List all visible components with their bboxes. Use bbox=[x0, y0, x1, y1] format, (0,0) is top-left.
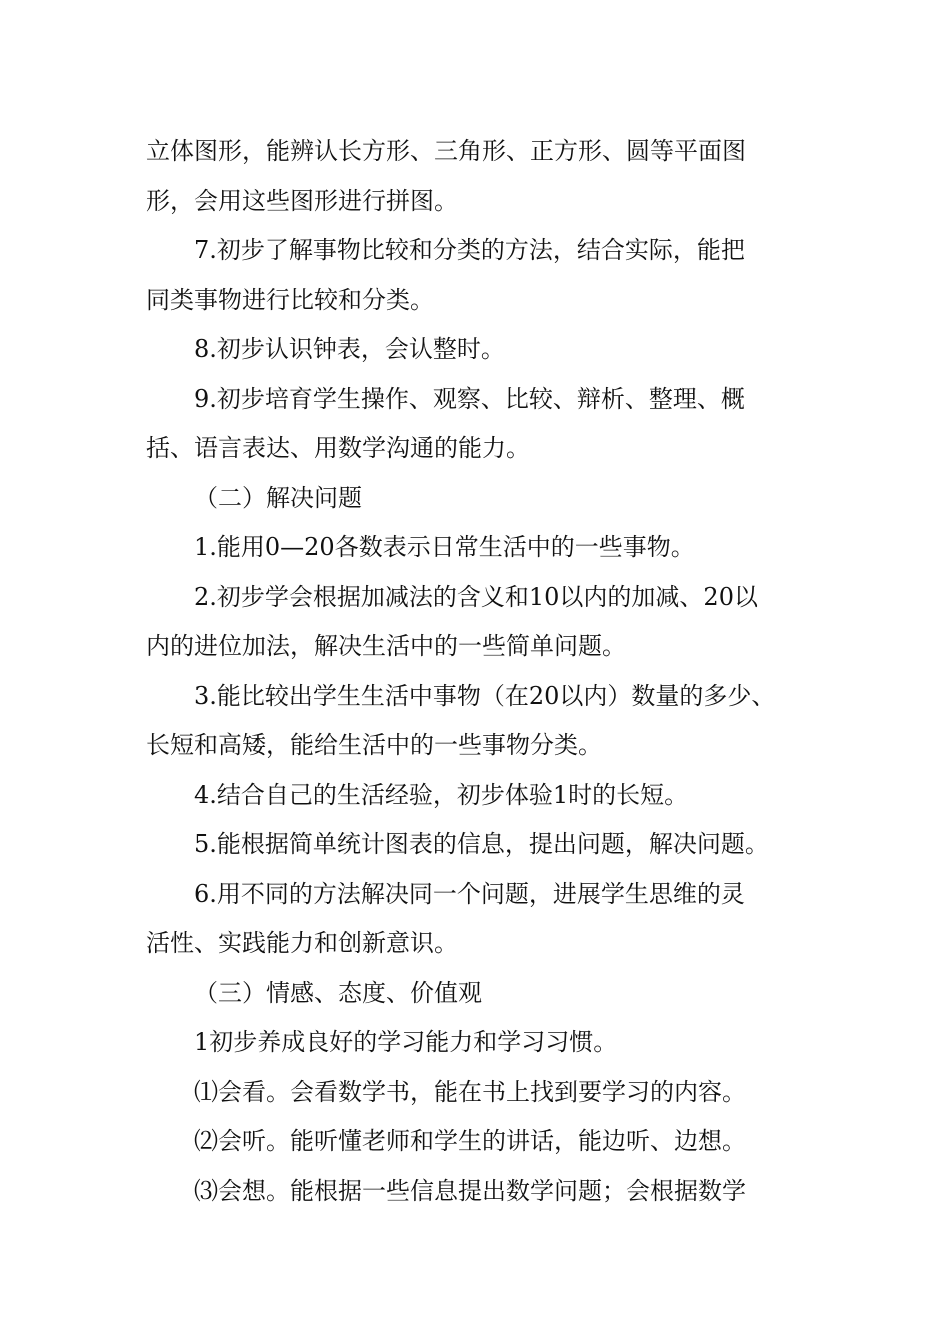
list-item: 5.能根据简单统计图表的信息，提出问题，解决问题。 bbox=[194, 830, 769, 858]
text-line: 长短和高矮，能给生活中的一些事物分类。 bbox=[146, 731, 602, 759]
list-item: 7.初步了解事物比较和分类的方法，结合实际，能把 bbox=[194, 236, 745, 264]
list-item: 4.结合自己的生活经验，初步体验1时的长短。 bbox=[194, 780, 689, 809]
list-item: 6.用不同的方法解决同一个问题，进展学生思维的灵 bbox=[194, 879, 745, 908]
text-line: 同类事物进行比较和分类。 bbox=[146, 285, 434, 314]
list-item: 1.能用0—20各数表示日常生活中的一些事物。 bbox=[194, 533, 695, 561]
list-item: 2.初步学会根据加减法的含义和10以内的加减、20以 bbox=[194, 582, 758, 611]
list-item: 1初步养成良好的学习能力和学习习惯。 bbox=[194, 1028, 618, 1056]
list-item: 9.初步培育学生操作、观察、比较、辩析、整理、概 bbox=[194, 384, 745, 413]
list-item: 3.能比较出学生生活中事物（在20以内）数量的多少、 bbox=[194, 681, 776, 710]
list-item: 8.初步认识钟表，会认整时。 bbox=[194, 335, 505, 363]
text-line: 形，会用这些图形进行拼图。 bbox=[146, 186, 458, 215]
list-item: ⑴会看。会看数学书，能在书上找到要学习的内容。 bbox=[194, 1077, 746, 1106]
list-item: ⑵会听。能听懂老师和学生的讲话，能边听、边想。 bbox=[194, 1127, 746, 1155]
text-line: 内的进位加法，解决生活中的一些简单问题。 bbox=[146, 632, 626, 660]
section-heading: （三）情感、态度、价值观 bbox=[194, 978, 482, 1007]
section-heading: （二）解决问题 bbox=[194, 483, 362, 512]
text-line: 活性、实践能力和创新意识。 bbox=[146, 929, 458, 957]
document-body bbox=[146, 127, 818, 1216]
text-line: 立体图形，能辨认长方形、三角形、正方形、圆等平面图 bbox=[146, 137, 746, 165]
text-line: 括、语言表达、用数学沟通的能力。 bbox=[146, 434, 530, 462]
list-item: ⑶会想。能根据一些信息提出数学问题；会根据数学 bbox=[194, 1176, 746, 1205]
